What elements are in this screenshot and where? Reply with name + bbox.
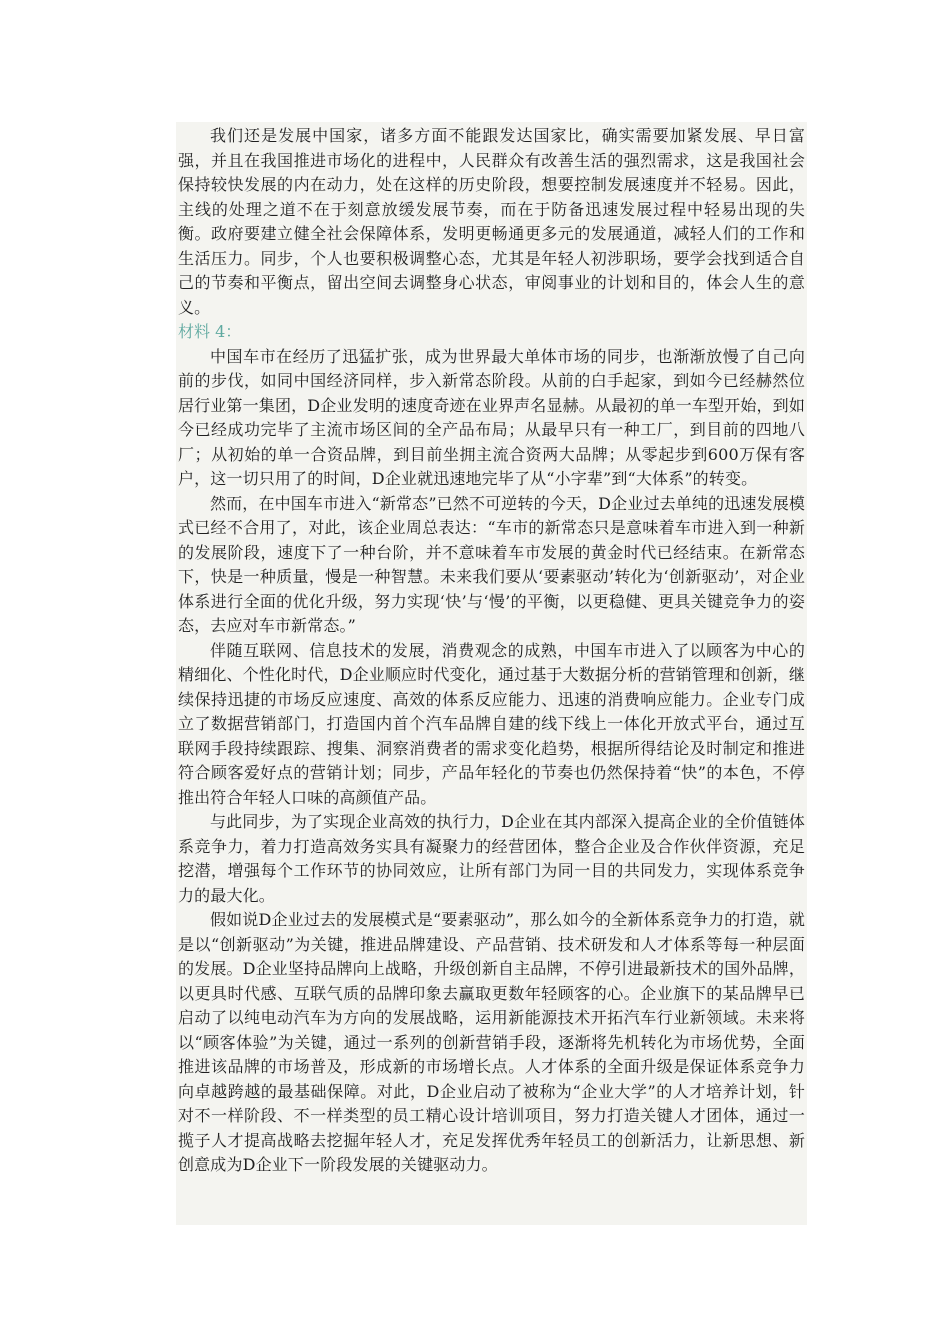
paragraph-new-normal: 然而，在中国车市进入“新常态”已然不可逆转的今天，D企业过去单纯的迅速发展模式已经不合用了，对此，该企业周总表达：“车市的新常态只是意味着车市进入到一种新的发展阶段，速度下了一种台阶，并不意味着车市发展的黄金时代已经结束。在新常态下，快是一种质量，慢是一种智慧。未来我们要从‘要素驱动’转化为‘创新驱动’，对企业体系进行全面的优化升级，努力实现‘快’与‘慢’的平衡，以更稳健、更具关键竞争力的姿态，去应对车市新常态。” [178,493,805,635]
paragraph-car-market: 中国车市在经历了迅猛扩张，成为世界最大单体市场的同步，也渐渐放慢了自己向前的步伐，如同中国经济同样，步入新常态阶段。从前的白手起家，到如今已经赫然位居行业第一集团，D企业发明的速度奇迹在业界声名显赫。从最初的单一车型开始，到如今已经成功完毕了主流市场区间的全产品布局；从最早只有一种工厂，到目前的四地八厂；从初始的单一合资品牌，到目前坐拥主流合资两大品牌；从零起步到600万保有客户，这一切只用了的时间，D企业就迅速地完毕了从“小字辈”到“大体系”的转变。 [178,346,805,488]
paragraph-innovation-driven: 假如说D企业过去的发展模式是“要素驱动”，那么如今的全新体系竞争力的打造，就是以“创新驱动”为关键，推进品牌建设、产品营销、技术研发和人才体系等每一种层面的发展。D企业坚持品牌向上战略，升级创新自主品牌，不停引进最新技术的国外品牌，以更具时代感、互联气质的品牌印象去赢取更数年轻顾客的心。企业旗下的某品牌早已启动了以纯电动汽车为方向的发展战略，运用新能源技术开拓汽车行业新领域。未来将以“顾客体验”为关键，通过一系列的创新营销手段，逐渐将先机转化为市场优势，全面推进该品牌的市场普及，形成新的市场增长点。人才体系的全面升级是保证体系竞争力向卓越跨越的最基础保障。对此，D企业启动了被称为“企业大学”的人才培养计划，针对不一样阶段、不一样类型的员工精心设计培训项目，努力打造关键人才团体，通过一揽子人才提高战略去挖掘年轻人才，充足发挥优秀年轻员工的创新活力，让新思想、新创意成为D企业下一阶段发展的关键驱动力。 [178,910,805,1174]
paragraph-execution: 与此同步，为了实现企业高效的执行力，D企业在其内部深入提高企业的全价值链体系竞争力，着力打造高效务实具有凝聚力的经营团体，整合企业及合作伙伴资源，充足挖潜，增强每个工作环节的协同效应，让所有部门为同一目的共同发力，实现体系竞争力的最大化。 [178,812,805,905]
section-heading-material-4: 材料 4： [178,322,242,341]
document-text-block [176,122,807,1225]
paragraph-digital-marketing: 伴随互联网、信息技术的发展，消费观念的成熟，中国车市进入了以顾客为中心的精细化、个性化时代，D企业顺应时代变化，通过基于大数据分析的营销管理和创新，继续保持迅捷的市场反应速度、高效的体系反应能力、迅速的消费响应能力。企业专门成立了数据营销部门，打造国内首个汽车品牌自建的线下线上一体化开放式平台，通过互联网手段持续跟踪、搜集、洞察消费者的需求变化趋势，根据所得结论及时制定和推进符合顾客爱好点的营销计划；同步，产品年轻化的节奏也仍然保持着“快”的本色，不停推出符合年轻人口味的高颜值产品。 [178,640,805,807]
paragraph-intro: 我们还是发展中国家，诸多方面不能跟发达国家比，确实需要加紧发展、早日富强，并且在我国推进市场化的进程中，人民群众有改善生活的强烈需求，这是我国社会保持较快发展的内在动力，处在这样的历史阶段，想要控制发展速度并不轻易。因此，主线的处理之道不在于刻意放缓发展节奏，而在于防备迅速发展过程中轻易出现的失衡。政府要建立健全社会保障体系，发明更畅通更多元的发展通道，减轻人们的工作和生活压力。同步，个人也要积极调整心态，尤其是年轻人初涉职场，要学会找到适合自己的节奏和平衡点，留出空间去调整身心状态，审阅事业的计划和目的，体会人生的意义。 [178,126,805,317]
